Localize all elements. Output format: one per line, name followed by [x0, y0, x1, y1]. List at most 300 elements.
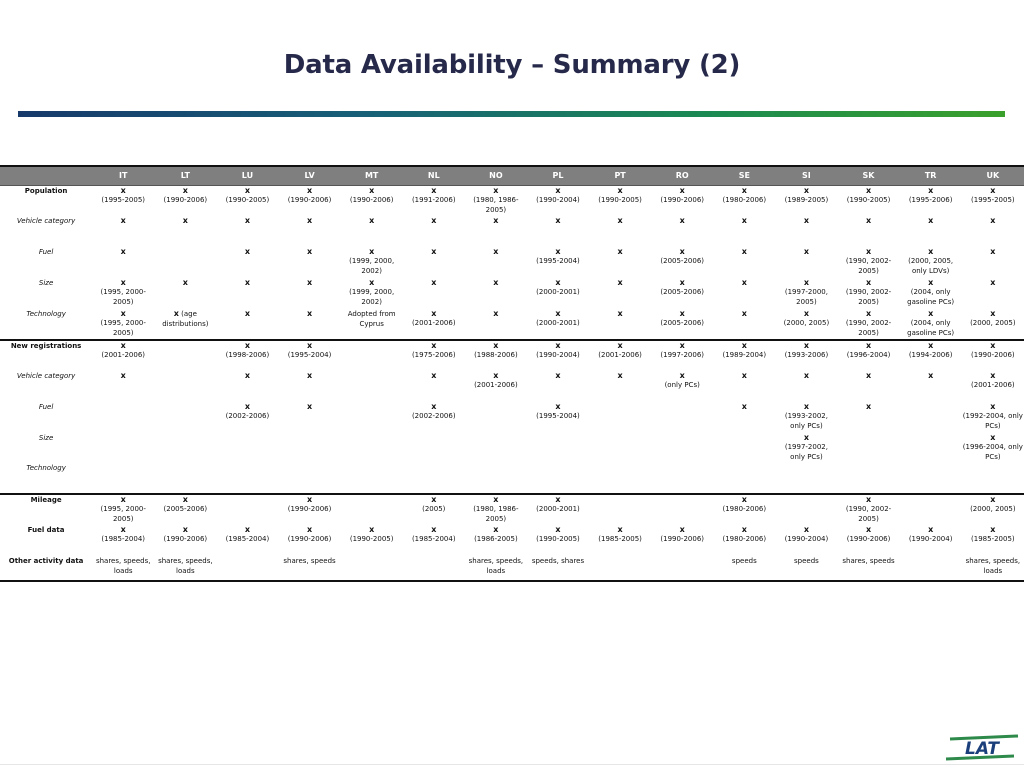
table-cell: [651, 402, 713, 433]
header-corner: [0, 166, 92, 185]
availability-mark: x: [617, 278, 623, 287]
cell-note: (1995-2005): [101, 195, 146, 204]
availability-mark: x: [369, 247, 375, 256]
availability-mark: x: [182, 525, 188, 534]
availability-mark: x: [431, 247, 437, 256]
table-cell: [651, 278, 713, 309]
cell-note: (2000-2001): [536, 319, 580, 327]
table-cell: [403, 494, 465, 525]
availability-mark: x: [928, 371, 934, 380]
table-cell: [962, 340, 1024, 371]
availability-mark: x: [493, 341, 499, 350]
cell-note: shares, speeds, loads: [158, 557, 213, 575]
table-cell: [589, 309, 651, 340]
table-cell: [279, 433, 341, 463]
table-row: [0, 525, 1024, 556]
table-cell: [651, 309, 713, 340]
row-label: Other activity data: [0, 556, 92, 581]
table-cell: [92, 433, 154, 463]
table-cell: [900, 371, 962, 402]
availability-mark: x: [803, 341, 810, 350]
table-row: [0, 371, 1024, 402]
table-cell: [279, 494, 341, 525]
table-cell: [527, 556, 589, 581]
table-cell: [962, 371, 1024, 402]
cell-note: (1990-2006): [846, 535, 891, 543]
row-label: Technology: [26, 310, 66, 318]
cell-note: (1997-2002, only PCs): [784, 443, 828, 461]
cell-note: (1990-2005): [846, 195, 891, 204]
cell-note: (2001-2006): [474, 381, 518, 389]
footer-divider: [0, 764, 1024, 765]
cell-note: (1990-2006): [971, 351, 1015, 359]
table-cell: [154, 494, 216, 525]
table-cell: [527, 525, 589, 556]
table-cell: [92, 185, 154, 216]
availability-mark: x: [306, 371, 313, 380]
table-cell: [527, 433, 589, 463]
cell-note: (1993-2002, only PCs): [784, 412, 828, 430]
availability-mark: x: [244, 309, 251, 318]
page-title: Data Availability – Summary (2): [283, 50, 741, 80]
table-cell: [589, 216, 651, 247]
availability-mark: x: [369, 185, 375, 195]
availability-mark: x: [928, 341, 934, 350]
table-cell: [900, 216, 962, 247]
table-cell: [403, 525, 465, 556]
table-cell: [837, 278, 899, 309]
cell-note: (1995-2005): [971, 195, 1015, 204]
availability-mark: x: [120, 247, 126, 256]
table-cell: [465, 402, 527, 433]
availability-mark: x: [431, 278, 437, 287]
table-cell: [92, 556, 154, 581]
table-cell: [900, 185, 962, 216]
cell-note: (2000, 2005, only LDVs): [908, 257, 954, 275]
table-cell: [651, 371, 713, 402]
svg-text:LAT: LAT: [965, 739, 999, 759]
table-cell: [279, 185, 341, 216]
availability-mark: x: [617, 216, 623, 225]
table-cell: [216, 278, 278, 309]
availability-mark: x: [493, 216, 499, 225]
availability-mark: x: [928, 525, 934, 534]
table-cell: [527, 216, 589, 247]
table-cell: [527, 402, 589, 433]
table-cell: [775, 433, 837, 463]
table-cell: [589, 278, 651, 309]
table-cell: [465, 556, 527, 581]
table-row: [0, 463, 1024, 494]
cell-note: (1996-2004, only PCs): [962, 443, 1023, 461]
table-cell: [403, 309, 465, 340]
table-cell: [527, 463, 589, 494]
table-cell: [962, 463, 1024, 494]
table-cell: [465, 247, 527, 278]
cell-note: Adopted from Cyprus: [347, 310, 396, 328]
availability-mark: x: [493, 525, 499, 534]
table-cell: [341, 402, 403, 433]
table-cell: [465, 525, 527, 556]
table-cell: [900, 463, 962, 494]
cell-note: (1990-2004): [908, 535, 953, 543]
cell-note: (2000, 2005): [783, 319, 830, 327]
cell-note: (2002-2006): [411, 412, 456, 420]
cell-note: (1990-2005): [225, 195, 270, 204]
table-cell: [154, 402, 216, 433]
cell-note: (1990-2004): [536, 351, 580, 359]
cell-note: (1999, 2000, 2002): [349, 288, 395, 306]
table-cell: [713, 278, 775, 309]
availability-mark: x: [741, 216, 747, 225]
cell-note: (1980-2006): [722, 505, 767, 513]
table-cell: [837, 525, 899, 556]
table-cell: [341, 247, 403, 278]
table-cell: [900, 433, 962, 463]
availability-mark: x: [244, 278, 251, 287]
availability-mark: x: [120, 341, 126, 350]
table-cell: [216, 525, 278, 556]
availability-mark: x: [182, 185, 188, 195]
cell-note: (only PCs): [664, 381, 700, 389]
availability-mark: x: [803, 309, 810, 318]
availability-mark: x: [306, 216, 313, 225]
availability-mark: x: [865, 371, 872, 380]
availability-mark: x: [120, 216, 126, 225]
cell-note: (2000, 2005): [970, 319, 1016, 327]
availability-mark: x: [865, 247, 872, 256]
table-cell: [527, 309, 589, 340]
availability-mark: x: [803, 216, 810, 225]
table-cell: [403, 463, 465, 494]
availability-mark: x: [244, 525, 251, 534]
availability-mark: x: [120, 371, 126, 380]
table-cell: [341, 525, 403, 556]
table-cell: [900, 278, 962, 309]
cell-note: (1980-2006): [722, 535, 767, 543]
cell-note: (1999, 2000, 2002): [349, 257, 395, 275]
availability-mark: x: [617, 371, 623, 380]
availability-mark: x: [431, 402, 437, 411]
table-cell: [837, 556, 899, 581]
table-row: [0, 433, 1024, 463]
table-cell: [713, 556, 775, 581]
availability-mark: x: [244, 247, 251, 256]
availability-mark: x: [617, 341, 623, 350]
table-cell: [403, 340, 465, 371]
cell-note: (2000-2001): [536, 505, 580, 513]
cell-note: (1994-2006): [908, 351, 953, 359]
table-cell: [589, 463, 651, 494]
cell-note: (1985-2005): [971, 535, 1015, 543]
cell-note: (1989-2004): [722, 351, 767, 359]
availability-mark: x: [120, 495, 126, 504]
availability-mark: x: [244, 216, 251, 225]
column-header-pt: PT: [589, 166, 651, 185]
availability-mark: x: [120, 309, 126, 318]
column-header-tr: TR: [900, 166, 962, 185]
table-cell: [279, 247, 341, 278]
row-label: Fuel: [38, 403, 54, 411]
cell-note: (1986-2005): [474, 535, 518, 543]
table-cell: [216, 216, 278, 247]
availability-mark: x: [369, 278, 375, 287]
cell-note: (1995, 2000-2005): [100, 505, 146, 523]
table-cell: [900, 402, 962, 433]
table-cell: [962, 402, 1024, 433]
cell-note: (1995, 2000-2005): [100, 319, 146, 337]
table-cell: [527, 371, 589, 402]
cell-note: (1995, 2000-2005): [100, 288, 146, 306]
table-cell: [92, 371, 154, 402]
title-divider: [18, 111, 1005, 117]
cell-note: (1990-2006): [287, 505, 332, 513]
availability-mark: x: [431, 309, 437, 318]
table-cell: [154, 371, 216, 402]
table-cell: [837, 463, 899, 494]
table-row: [0, 216, 1024, 247]
availability-mark: x: [803, 402, 810, 411]
table-cell: [341, 278, 403, 309]
cell-note: (2004, only gasoline PCs): [907, 319, 955, 337]
table-cell: [962, 247, 1024, 278]
table-cell: [713, 371, 775, 402]
table-cell: [837, 185, 899, 216]
table-cell: [465, 463, 527, 494]
table-cell: [651, 525, 713, 556]
cell-note: (1990, 2002-2005): [845, 319, 892, 337]
availability-mark: x: [369, 525, 375, 534]
table-cell: [465, 278, 527, 309]
table-cell: [713, 247, 775, 278]
cell-note: (1998-2006): [225, 351, 270, 359]
table-cell: [900, 525, 962, 556]
table-cell: [279, 463, 341, 494]
cell-note: shares, speeds, loads: [965, 557, 1021, 575]
table-cell: [775, 247, 837, 278]
availability-mark: x: [306, 341, 313, 350]
availability-mark: x: [679, 341, 685, 350]
table-cell: [279, 309, 341, 340]
table-cell: [154, 247, 216, 278]
table-cell: [403, 185, 465, 216]
availability-mark: x: [555, 247, 561, 256]
cell-note: (2005): [422, 505, 446, 513]
availability-mark: x: [865, 341, 872, 350]
table-cell: [403, 371, 465, 402]
cell-note: (2005-2006): [660, 257, 705, 265]
availability-mark: x: [803, 278, 810, 287]
table-cell: [279, 525, 341, 556]
availability-mark: x: [990, 525, 996, 534]
table-cell: [527, 247, 589, 278]
table-cell: [279, 216, 341, 247]
availability-mark: x: [120, 185, 126, 195]
table-cell: [527, 185, 589, 216]
table-cell: [92, 278, 154, 309]
table-cell: [837, 371, 899, 402]
cell-note: (1990, 2002-2005): [845, 257, 892, 275]
table-cell: [651, 247, 713, 278]
table-cell: [713, 525, 775, 556]
cell-note: (1990-2006): [287, 195, 332, 204]
availability-mark: x: [741, 185, 747, 195]
table-cell: [341, 340, 403, 371]
availability-mark: x: [865, 309, 872, 318]
table-cell: [962, 494, 1024, 525]
availability-mark: x: [928, 309, 934, 318]
availability-mark: x: [741, 495, 747, 504]
table-cell: [775, 309, 837, 340]
table-cell: [92, 216, 154, 247]
availability-mark: x: [865, 402, 872, 411]
availability-mark: x: [741, 247, 747, 256]
table-cell: [837, 216, 899, 247]
table-cell: [403, 278, 465, 309]
table-cell: [651, 340, 713, 371]
table-cell: [341, 185, 403, 216]
cell-note: speeds: [794, 557, 819, 565]
availability-mark: x: [306, 402, 313, 411]
table-cell: [589, 556, 651, 581]
availability-mark: x: [431, 185, 437, 195]
table-cell: [465, 433, 527, 463]
table-cell: [589, 340, 651, 371]
cell-note: (1990, 2002-2005): [845, 288, 892, 306]
availability-mark: x: [306, 309, 313, 318]
table-cell: [775, 216, 837, 247]
availability-mark: x: [173, 309, 179, 318]
availability-mark: x: [990, 309, 996, 318]
availability-mark: x: [990, 371, 996, 380]
availability-mark: x: [431, 525, 437, 534]
table-cell: [465, 185, 527, 216]
availability-mark: x: [741, 341, 747, 350]
table-cell: [651, 463, 713, 494]
table-cell: [962, 309, 1024, 340]
table-cell: [775, 278, 837, 309]
table-cell: [154, 433, 216, 463]
cell-note: (1995-2004): [287, 351, 332, 359]
table-cell: [403, 556, 465, 581]
table-header-row: [0, 166, 1024, 185]
table-cell: [900, 247, 962, 278]
table-cell: [92, 247, 154, 278]
cell-note: (1990-2006): [163, 195, 208, 204]
table-cell: [713, 402, 775, 433]
row-label: Fuel data: [27, 526, 65, 534]
availability-mark: x: [493, 185, 499, 195]
table-cell: [589, 247, 651, 278]
cell-note: shares, speeds: [842, 557, 895, 565]
table-cell: [341, 309, 403, 340]
table-cell: [775, 340, 837, 371]
availability-mark: x: [493, 309, 499, 318]
table-cell: [92, 525, 154, 556]
availability-mark: x: [493, 278, 499, 287]
availability-mark: x: [803, 433, 810, 442]
availability-mark: x: [617, 247, 623, 256]
cell-note: (1990-2006): [287, 535, 332, 543]
availability-mark: x: [369, 216, 375, 225]
availability-mark: x: [990, 341, 996, 350]
availability-mark: x: [306, 185, 313, 195]
table-row: [0, 402, 1024, 433]
table-cell: [154, 340, 216, 371]
table-cell: [589, 525, 651, 556]
column-header-si: SI: [775, 166, 837, 185]
availability-mark: x: [679, 278, 685, 287]
table-cell: [216, 463, 278, 494]
availability-mark: x: [679, 216, 685, 225]
availability-mark: x: [803, 247, 810, 256]
table-cell: [403, 216, 465, 247]
availability-mark: x: [493, 247, 499, 256]
table-cell: [962, 556, 1024, 581]
table-cell: [279, 402, 341, 433]
table-cell: [589, 402, 651, 433]
availability-mark: x: [803, 525, 810, 534]
availability-mark: x: [493, 371, 499, 380]
availability-mark: x: [928, 247, 934, 256]
table-cell: [651, 216, 713, 247]
table-cell: [92, 494, 154, 525]
cell-note: (1980, 1986-2005): [473, 195, 519, 214]
column-header-it: IT: [92, 166, 154, 185]
row-label: New registrations: [0, 340, 92, 371]
table-cell: [713, 494, 775, 525]
cell-note: speeds, shares: [531, 557, 585, 565]
availability-mark: x: [803, 185, 810, 195]
column-header-nl: NL: [403, 166, 465, 185]
row-label: Size: [38, 434, 54, 442]
cell-note: (1980-2006): [722, 195, 767, 204]
table-cell: [341, 494, 403, 525]
availability-mark: x: [306, 495, 313, 504]
cell-note: (1990-2006): [163, 535, 208, 543]
table-cell: [651, 185, 713, 216]
table-cell: [465, 494, 527, 525]
table-cell: [403, 247, 465, 278]
availability-mark: x: [555, 402, 561, 411]
cell-note: (1990-2006): [349, 195, 394, 204]
availability-mark: x: [928, 185, 934, 195]
table-cell: [713, 463, 775, 494]
availability-mark: x: [865, 525, 872, 534]
table-cell: [713, 309, 775, 340]
table-cell: [713, 340, 775, 371]
table-cell: [341, 216, 403, 247]
availability-mark: x: [865, 278, 872, 287]
cell-note: (1990-2005): [349, 535, 394, 543]
table-cell: [216, 340, 278, 371]
table-cell: [154, 525, 216, 556]
availability-mark: x: [803, 371, 810, 380]
availability-mark: x: [306, 278, 313, 287]
table-cell: [775, 494, 837, 525]
cell-note: (age distributions): [162, 310, 209, 328]
table-cell: [651, 556, 713, 581]
table-cell: [775, 371, 837, 402]
table-cell: [465, 340, 527, 371]
table-cell: [216, 247, 278, 278]
cell-note: (2001-2006): [598, 351, 642, 359]
availability-mark: x: [555, 185, 561, 195]
cell-note: (2001-2006): [101, 351, 146, 359]
table-cell: [527, 494, 589, 525]
table-cell: [837, 433, 899, 463]
availability-mark: x: [741, 525, 747, 534]
